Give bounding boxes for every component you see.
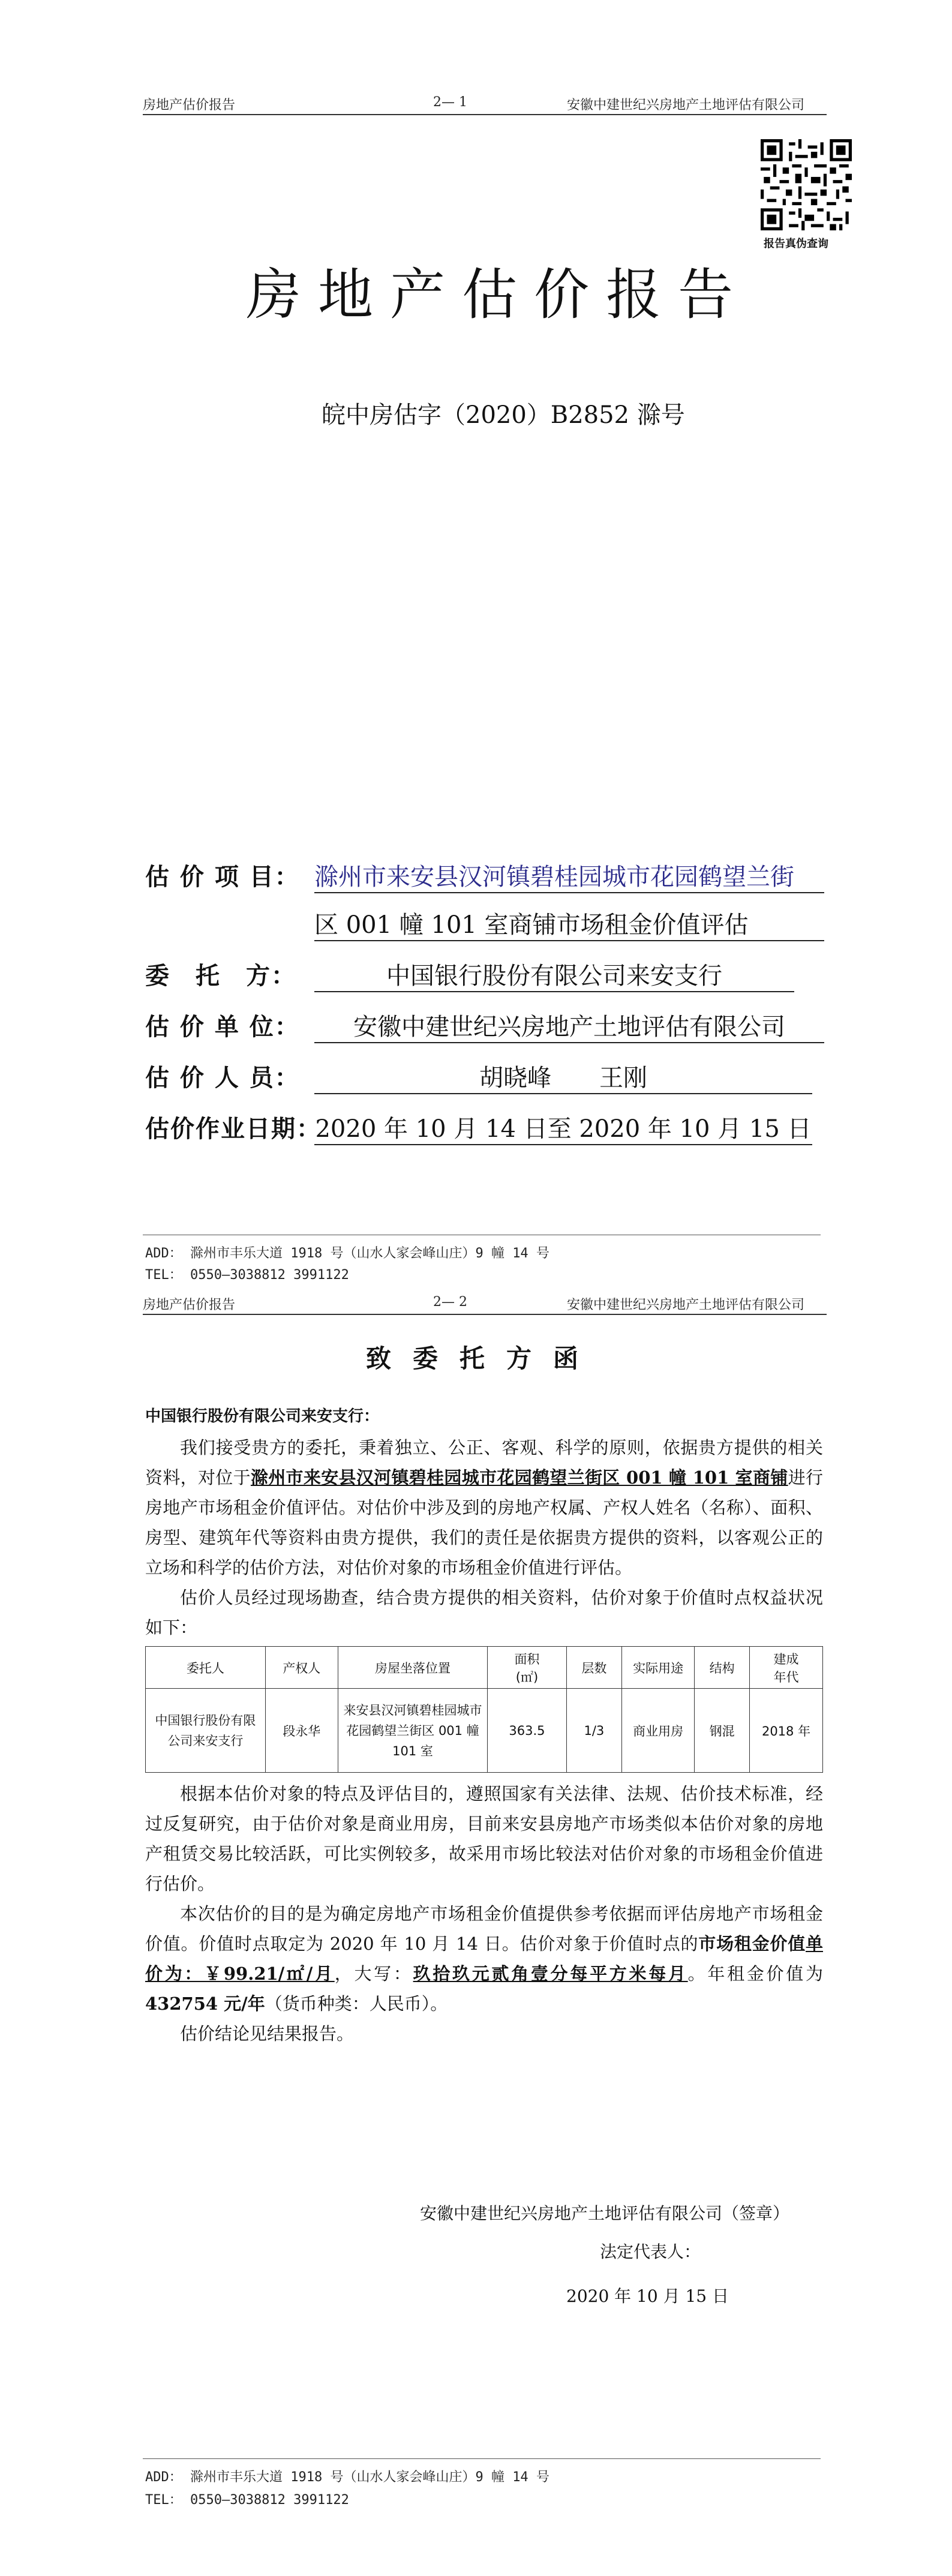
th-structure: 结构	[695, 1647, 750, 1689]
paragraph-1	[145, 1433, 823, 1583]
cell-owner: 段永华	[265, 1689, 338, 1773]
paragraph-4	[145, 1899, 823, 2019]
label-valuers: 估 价 人 员：	[145, 1064, 300, 1092]
p1-text: 我们接受贵方的委托，秉着独立、公正、客观、科学的原则，依据贵方提供的相关资料，对位于	[145, 1437, 823, 1488]
th-owner: 产权人	[265, 1647, 338, 1689]
signature-legal-rep: 法定代表人：	[600, 2242, 701, 2262]
document-number: 皖中房估字（2020）B2852 滁号	[322, 401, 685, 429]
label-valuer-unit: 估 价 单 位：	[145, 1013, 300, 1041]
value-valuers: 胡晓峰 王刚	[314, 1059, 812, 1094]
value-project-line1: 滁州市来安县汉河镇碧桂园城市花园鹤望兰街	[314, 858, 824, 893]
footer-address: ADD： 滁州市丰乐大道 1918 号（山水人家会峰山庄）9 幢 14 号	[145, 2470, 549, 2485]
p4-capital-label: ，大写：	[334, 1963, 413, 1984]
signature-date: 2020 年 10 月 15 日	[566, 2286, 729, 2306]
value-client: 中国银行股份有限公司来安支行	[314, 957, 794, 992]
p4-text: 本次估价的目的是为确定房地产市场租金价值提供参考依据而评估房地产市场租金价值。价值时点取定为 2020 年 10 月 14 日。估价对象于价值时点的	[145, 1904, 823, 1954]
header-left: 房地产估价报告	[143, 1298, 236, 1313]
p4-annual-label: 。年租金价值为	[687, 1963, 823, 1984]
footer-rule	[143, 2458, 821, 2459]
th-built-year	[750, 1647, 823, 1689]
cell-area: 363.5	[488, 1689, 567, 1773]
cell-location: 来安县汉河镇碧桂园城市花园鹤望兰街区 001 幢 101 室	[338, 1689, 487, 1773]
header-page-number: 2— 1	[433, 95, 467, 110]
th-location: 房屋坐落位置	[338, 1647, 487, 1689]
footer-address: ADD： 滁州市丰乐大道 1918 号（山水人家会峰山庄）9 幢 14 号	[145, 1246, 549, 1261]
qr-caption: 报告真伪查询	[764, 238, 828, 250]
th-floors: 层数	[566, 1647, 621, 1689]
header-right: 安徽中建世纪兴房地产土地评估有限公司	[567, 98, 805, 113]
cell-usage: 商业用房	[621, 1689, 694, 1773]
th-area	[488, 1647, 567, 1689]
label-work-date: 估价作业日期：	[145, 1115, 322, 1143]
report-title: 房地产估价报告	[246, 263, 750, 327]
letter-title: 致委托方函	[366, 1344, 600, 1373]
p4-rent-label: 市场租金价值	[698, 1933, 806, 1954]
th-area-unit: (㎡)	[515, 1670, 539, 1685]
footer-phone: TEL： 0550—3038812 3991122	[145, 2493, 349, 2508]
paragraph-3: 根据本估价对象的特点及评估目的，遵照国家有关法律、法规、估价技术标准，经过反复研究，由于估价对象是商业用房，目前来安县房地产市场类似本估价对象的房地产租赁交易比较活跃，可比实例较多，故采用市场比较法对估价对象的市场租金价值进行估价。	[145, 1784, 823, 1894]
qr-code-icon[interactable]	[761, 139, 852, 230]
letter-body	[145, 1433, 823, 2049]
th-built-label2: 年代	[773, 1670, 799, 1685]
addressee: 中国银行股份有限公司来安支行：	[145, 1407, 380, 1425]
th-built-label1: 建成	[773, 1652, 799, 1667]
p4-annual-value: 432754 元/年	[145, 1993, 265, 2014]
th-client: 委托人	[146, 1647, 266, 1689]
th-area-label: 面积	[514, 1652, 540, 1667]
p4-capital-amount: 玖拾玖元贰角壹分每平方米每月	[413, 1963, 688, 1984]
p1-address: 滁州市来安县汉河镇碧桂园城市花园鹤望兰街区 001 幢 101 室商铺	[250, 1467, 788, 1488]
cell-client: 中国银行股份有限公司来安支行	[146, 1689, 266, 1773]
table-row	[146, 1689, 823, 1773]
cell-built-year: 2018 年	[750, 1689, 823, 1773]
label-client: 委 托 方：	[145, 962, 296, 990]
signature-company: 安徽中建世纪兴房地产土地评估有限公司（签章）	[420, 2203, 790, 2223]
value-project-line2: 区 001 幢 101 室商铺市场租金价值评估	[314, 906, 824, 941]
header-page-number: 2— 2	[433, 1295, 467, 1310]
cell-structure: 钢混	[695, 1689, 750, 1773]
value-work-date: 2020 年 10 月 14 日至 2020 年 10 月 15 日	[314, 1110, 812, 1145]
paragraph-5: 估价结论见结果报告。	[180, 2023, 355, 2044]
paragraph-2: 估价人员经过现场勘查，结合贵方提供的相关资料，估价对象于价值时点权益状况如下：	[145, 1587, 823, 1638]
property-table	[145, 1646, 823, 1773]
footer-phone: TEL： 0550—3038812 3991122	[145, 1268, 349, 1283]
header-rule	[143, 114, 827, 115]
th-usage: 实际用途	[621, 1647, 694, 1689]
label-project: 估 价 项 目：	[145, 863, 300, 891]
header-right: 安徽中建世纪兴房地产土地评估有限公司	[567, 1298, 805, 1313]
cell-floors: 1/3	[566, 1689, 621, 1773]
header-left: 房地产估价报告	[143, 98, 236, 113]
p4-currency: （货币种类：人民币）。	[265, 1993, 448, 2014]
p4-unit-price: 单价为：￥99.21/㎡/月	[145, 1933, 823, 1984]
value-valuer-unit: 安徽中建世纪兴房地产土地评估有限公司	[314, 1008, 824, 1043]
p1-text-cont: 进行房地产市场租金价值评估。对估价中涉及到的房地产权属、产权人姓名（名称）、面积、房型、建筑年代等资料由贵方提供，我们的责任是依据贵方提供的资料，以客观公正的立场和科学的估价方法，对估价对象的市场租金价值进行评估。	[145, 1467, 823, 1578]
header-rule	[143, 1314, 827, 1315]
